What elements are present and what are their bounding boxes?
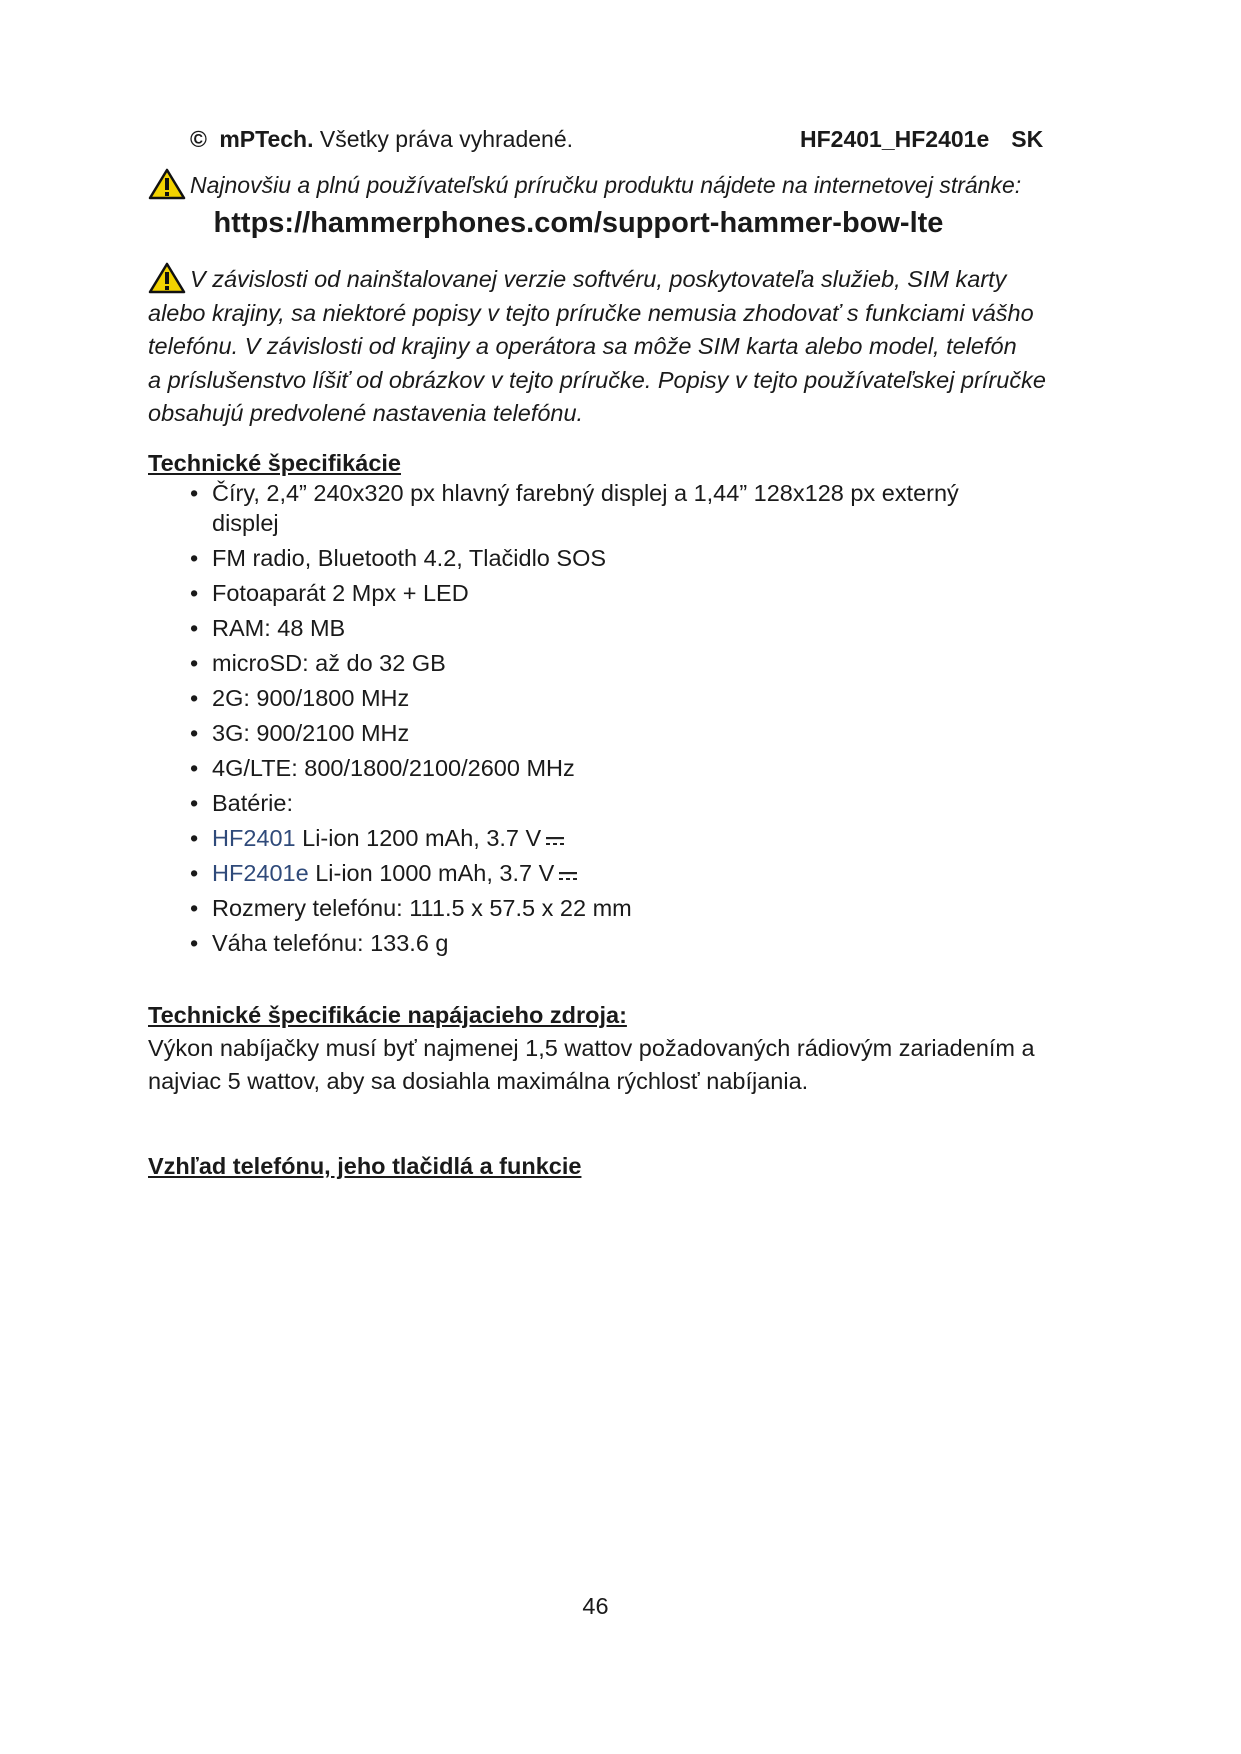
list-item: • 3G: 900/2100 MHz — [190, 720, 410, 746]
power-paragraph — [148, 1032, 1113, 1098]
list-item: • RAM: 48 MB — [190, 615, 346, 641]
specs-heading: Technické špecifikácie — [148, 450, 401, 476]
list-item: • Batérie: — [190, 790, 293, 816]
battery-model-code: HF2401 — [212, 825, 296, 851]
list-item: • Číry, 2,4” 240x320 px hlavný farebný displej a 1,44” 128x128 px externý — [190, 480, 959, 506]
disclaimer-line: telefónu. V závislosti od krajiny a operátora sa môže SIM karta alebo model, telefón — [148, 333, 1017, 359]
copyright-symbol: © — [190, 126, 207, 152]
notice-latest-manual — [148, 168, 1021, 200]
copyright-line — [190, 124, 573, 154]
rights-text: Všetky práva vyhradené. — [319, 126, 574, 152]
list-item-battery: • HF2401 Li-ion 1200 mAh, 3.7 V — [148, 823, 1048, 853]
notice-disclaimer — [148, 262, 1113, 431]
list-item: • microSD: až do 32 GB — [190, 650, 446, 676]
notice-text: Najnovšiu a plnú používateľskú príručku produktu nájdete na internetovej stránke: — [190, 172, 1022, 198]
list-item-battery: • HF2401e Li-ion 1000 mAh, 3.7 V — [148, 858, 1048, 888]
specs-list — [148, 478, 1048, 963]
disclaimer-line: obsahujú predvolené nastavenia telefónu. — [148, 400, 584, 426]
list-item: • Váha telefónu: 133.6 g — [190, 930, 449, 956]
direct-current-icon — [558, 870, 578, 882]
warning-triangle-icon — [148, 168, 186, 200]
list-item: • Fotoaparát 2 Mpx + LED — [190, 580, 469, 606]
disclaimer-line: a príslušenstvo líšiť od obrázkov v tejto príručke. Popisy v tejto používateľskej príručke — [148, 366, 1046, 393]
warning-triangle-icon — [148, 262, 186, 294]
battery-model-code: HF2401e — [212, 860, 309, 886]
model-codes: HF2401_HF2401e — [800, 126, 990, 152]
list-item: • 2G: 900/1800 MHz — [190, 685, 410, 711]
power-heading: Technické špecifikácie napájacieho zdroja: — [148, 1002, 627, 1028]
power-line: najviac 5 wattov, aby sa dosiahla maximálna rýchlosť nabíjania. — [148, 1068, 809, 1094]
direct-current-icon — [545, 835, 565, 847]
disclaimer-line: V závislosti od nainštalovanej verzie softvéru, poskytovateľa služieb, SIM karty — [148, 262, 1113, 297]
list-item: • 4G/LTE: 800/1800/2100/2600 MHz — [190, 755, 575, 781]
language-code: SK — [1011, 126, 1044, 152]
brand-name: mPTech. — [219, 126, 314, 152]
list-item-continuation: displej — [212, 510, 279, 536]
page-number: 46 — [582, 1593, 609, 1619]
support-url[interactable]: https://hammerphones.com/support-hammer-bow-lte — [213, 207, 944, 239]
list-item: • Rozmery telefónu: 111.5 x 57.5 x 22 mm — [190, 895, 632, 921]
list-item: • FM radio, Bluetooth 4.2, Tlačidlo SOS — [190, 545, 607, 571]
disclaimer-line: alebo krajiny, sa niektoré popisy v tejto príručke nemusia zhodovať s funkciami vášho — [148, 299, 1034, 326]
appearance-heading: Vzhľad telefónu, jeho tlačidlá a funkcie — [148, 1153, 582, 1179]
power-line: Výkon nabíjačky musí byť najmenej 1,5 wattov požadovaných rádiovým zariadením a — [148, 1035, 1035, 1061]
model-header — [800, 124, 1043, 154]
